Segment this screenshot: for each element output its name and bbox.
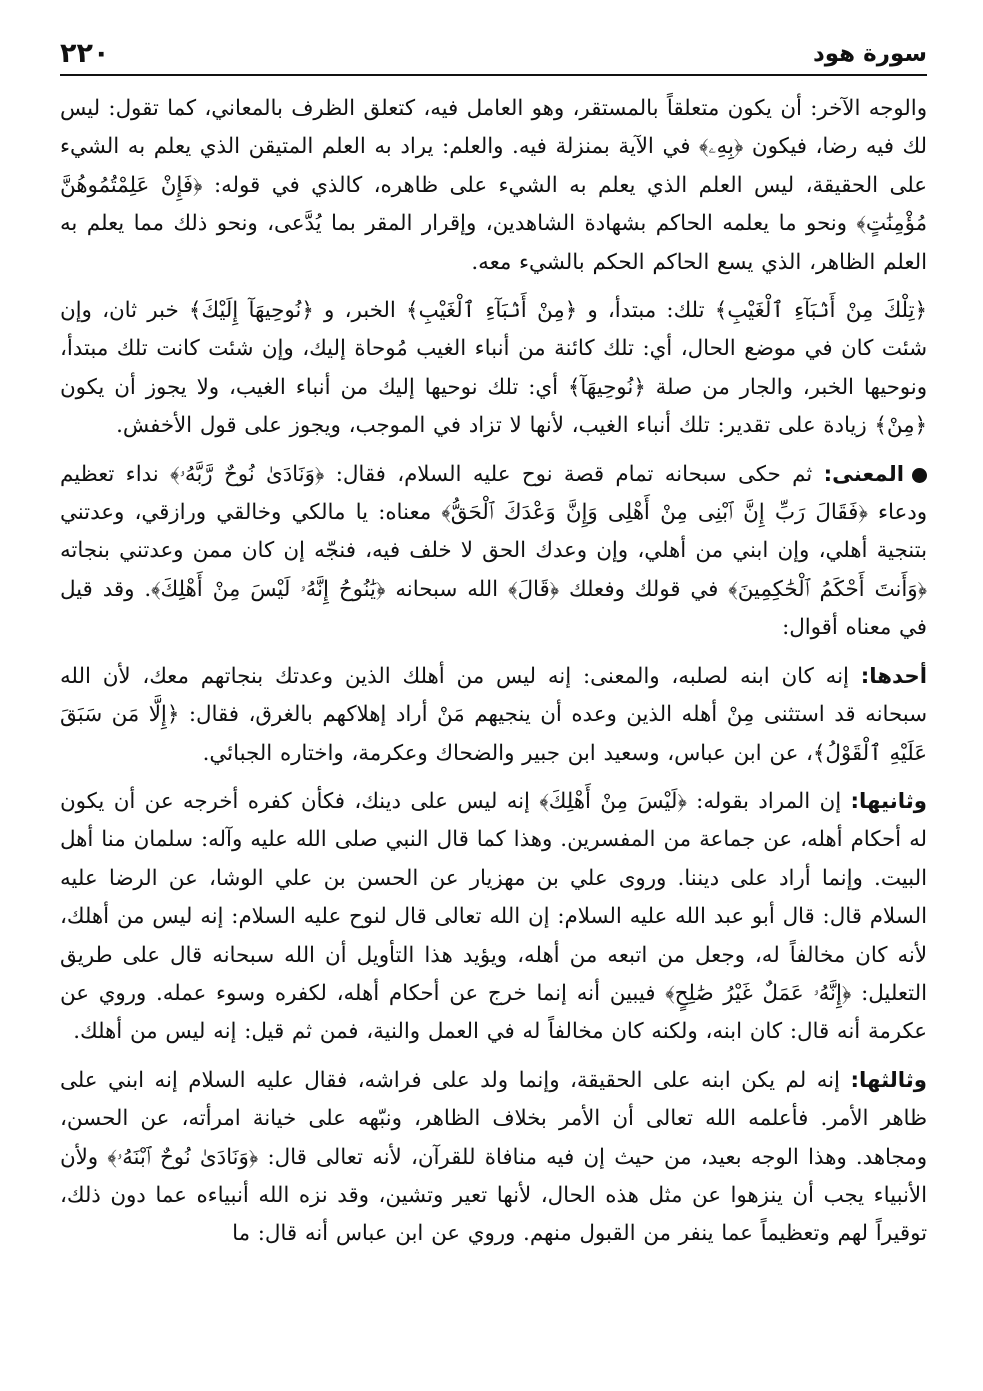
paragraph-text: ثم حكى سبحانه تمام قصة نوح عليه السلام، فقال: ﴿وَنَادَىٰ نُوحٌ رَّبَّهُۥ﴾ نداء تعظيم ودعاء ﴿فَقَالَ رَبِّ إِنَّ ٱبْنِى مِنْ أَهْلِى وَإِنَّ وَعْدَكَ ٱلْحَقُّ﴾ معناه: يا مالكي وخالقي ورازقي، وعدتني بتنجية أهلي، وإن ابني من أهلي، وإن وعدك الحق لا خلف فيه، فنجّه إن كان ممن وعدتني بنجاته ﴿وَأَنتَ أَحْكَمُ ٱلْحَٰكِمِينَ﴾ في قولك وفعلك ﴿قَالَ﴾ الله سبحانه ﴿يَٰنُوحُ إِنَّهُۥ لَيْسَ مِنْ أَهْلِكَ﴾. وقد قيل في معناه أقوال: bbox=[60, 461, 927, 641]
paragraph-first-opinion bbox=[60, 658, 927, 773]
paragraph-alternative-view bbox=[60, 90, 927, 282]
page-body bbox=[60, 90, 927, 1254]
paragraph-text: ﴿تِلْكَ مِنْ أَنۢبَآءِ ٱلْغَيْبِ﴾ تلك: مبتدأ، و ﴿مِنْ أَنۢبَآءِ ٱلْغَيْبِ﴾ الخبر، و ﴿نُوحِيهَآ إِلَيْكَ﴾ خبر ثان، وإن شئت كان في موضع الحال، أي: تلك كائنة من أنباء الغيب مُوحاة إليك، وإن شئت كانت تلك مبتدأ، ونوحيها الخبر، والجار من صلة ﴿نُوحِيهَآ﴾ أي: تلك نوحيها إليك من أنباء الغيب، ولا يجوز أن يكون ﴿مِنْ﴾ زيادة على تقدير: تلك أنباء الغيب، لأنها لا تزاد في الموجب، ويجوز على قول الأخفش. bbox=[60, 298, 927, 439]
paragraph-meaning bbox=[60, 456, 927, 648]
paragraph-label: وثانيها: bbox=[850, 788, 927, 814]
paragraph-label: أحدها: bbox=[860, 663, 927, 689]
paragraph-second-opinion bbox=[60, 783, 927, 1052]
paragraph-label: وثالثها: bbox=[850, 1067, 927, 1093]
paragraph-text: والوجه الآخر: أن يكون متعلقاً بالمستقر، وهو العامل فيه، كتعلق الظرف بالمعاني، كما تقول: ليس لك فيه رضا، فيكون ﴿بِهِۦ﴾ في الآية بمنزلة فيه. والعلم: يراد به العلم المتيقن الذي يعلم به الشيء على الحقيقة، ليس العلم الذي يعلم به الشيء على ظاهره، كالذي في قوله: ﴿فَإِنْ عَلِمْتُمُوهُنَّ مُؤْمِنَٰتٍ﴾ ونحو ما يعلمه الحاكم بشهادة الشاهدين، وإقرار المقر بما يُدَّعى، ونحو ذلك مما يعلم به العلم الظاهر، الذي يسع الحاكم الحكم بالشيء معه. bbox=[60, 96, 927, 275]
page-number: ٢٢٠ bbox=[60, 38, 110, 69]
surah-title: سورة هود bbox=[812, 41, 927, 67]
paragraph-third-opinion bbox=[60, 1062, 927, 1254]
paragraph-text: إنه لم يكن ابنه على الحقيقة، وإنما ولد على فراشه، فقال عليه السلام إنه ابني على ظاهر الأمر. فأعلمه الله تعالى أن الأمر بخلاف الظاهر، ونبّهه على خيانة امرأته، عن الحسن، ومجاهد. وهذا الوجه بعيد، من حيث إن فيه منافاة للقرآن، لأنه تعالى قال: ﴿وَنَادَىٰ نُوحٌ ٱبْنَهُۥ﴾ ولأن الأنبياء يجب أن ينزهوا عن مثل هذه الحال، لأنها تعير وتشين، وقد نزه الله أنبياءه عما دون ذلك، توقيراً لهم وتعظيماً عما ينفر من القبول منهم. وروي عن ابن عباس أنه قال: ما bbox=[60, 1067, 927, 1247]
paragraph-text: إنه كان ابنه لصلبه، والمعنى: إنه ليس من أهلك الذين وعدتك بنجاتهم معك، لأن الله سبحانه قد استثنى مِنْ أهله الذين وعده أن ينجيهم مَنْ أراد إهلاكهم بالغرق، فقال: ﴿إِلَّا مَن سَبَقَ عَلَيْهِ ٱلْقَوْلُ﴾، عن ابن عباس، وسعيد ابن جبير والضحاك وعكرمة، واختاره الجبائي. bbox=[60, 663, 927, 766]
paragraph-text: إن المراد بقوله: ﴿لَيْسَ مِنْ أَهْلِكَ﴾ إنه ليس على دينك، فكأن كفره أخرجه عن أن يكون له أحكام أهله، عن جماعة من المفسرين. وهذا كما قال النبي صلى الله عليه وآله: سلمان منا أهل البيت. وإنما أراد على ديننا. وروى علي بن مهزيار عن الحسن بن علي الوشا، عن الرضا عليه السلام قال: قال أبو عبد الله عليه السلام: إن الله تعالى قال لنوح عليه السلام: إنه ليس من أهلك، لأنه كان مخالفاً له، وجعل من اتبعه من أهله، ويؤيد هذا التأويل أن الله سبحانه قال على طريق التعليل: ﴿إِنَّهُۥ عَمَلٌ غَيْرُ صَٰلِحٍ﴾ فيبين أنه إنما خرج عن أحكام أهله، لكفره وسوء عمله. وروي عن عكرمة أنه قال: كان ابنه، ولكنه كان مخالفاً له في العمل والنية، فمن ثم قيل: إنه ليس من أهلك. bbox=[60, 788, 927, 1045]
bullet-icon bbox=[912, 468, 927, 483]
page-header bbox=[60, 34, 927, 76]
paragraph-label: المعنى: bbox=[823, 461, 904, 487]
paragraph-grammar bbox=[60, 292, 927, 446]
